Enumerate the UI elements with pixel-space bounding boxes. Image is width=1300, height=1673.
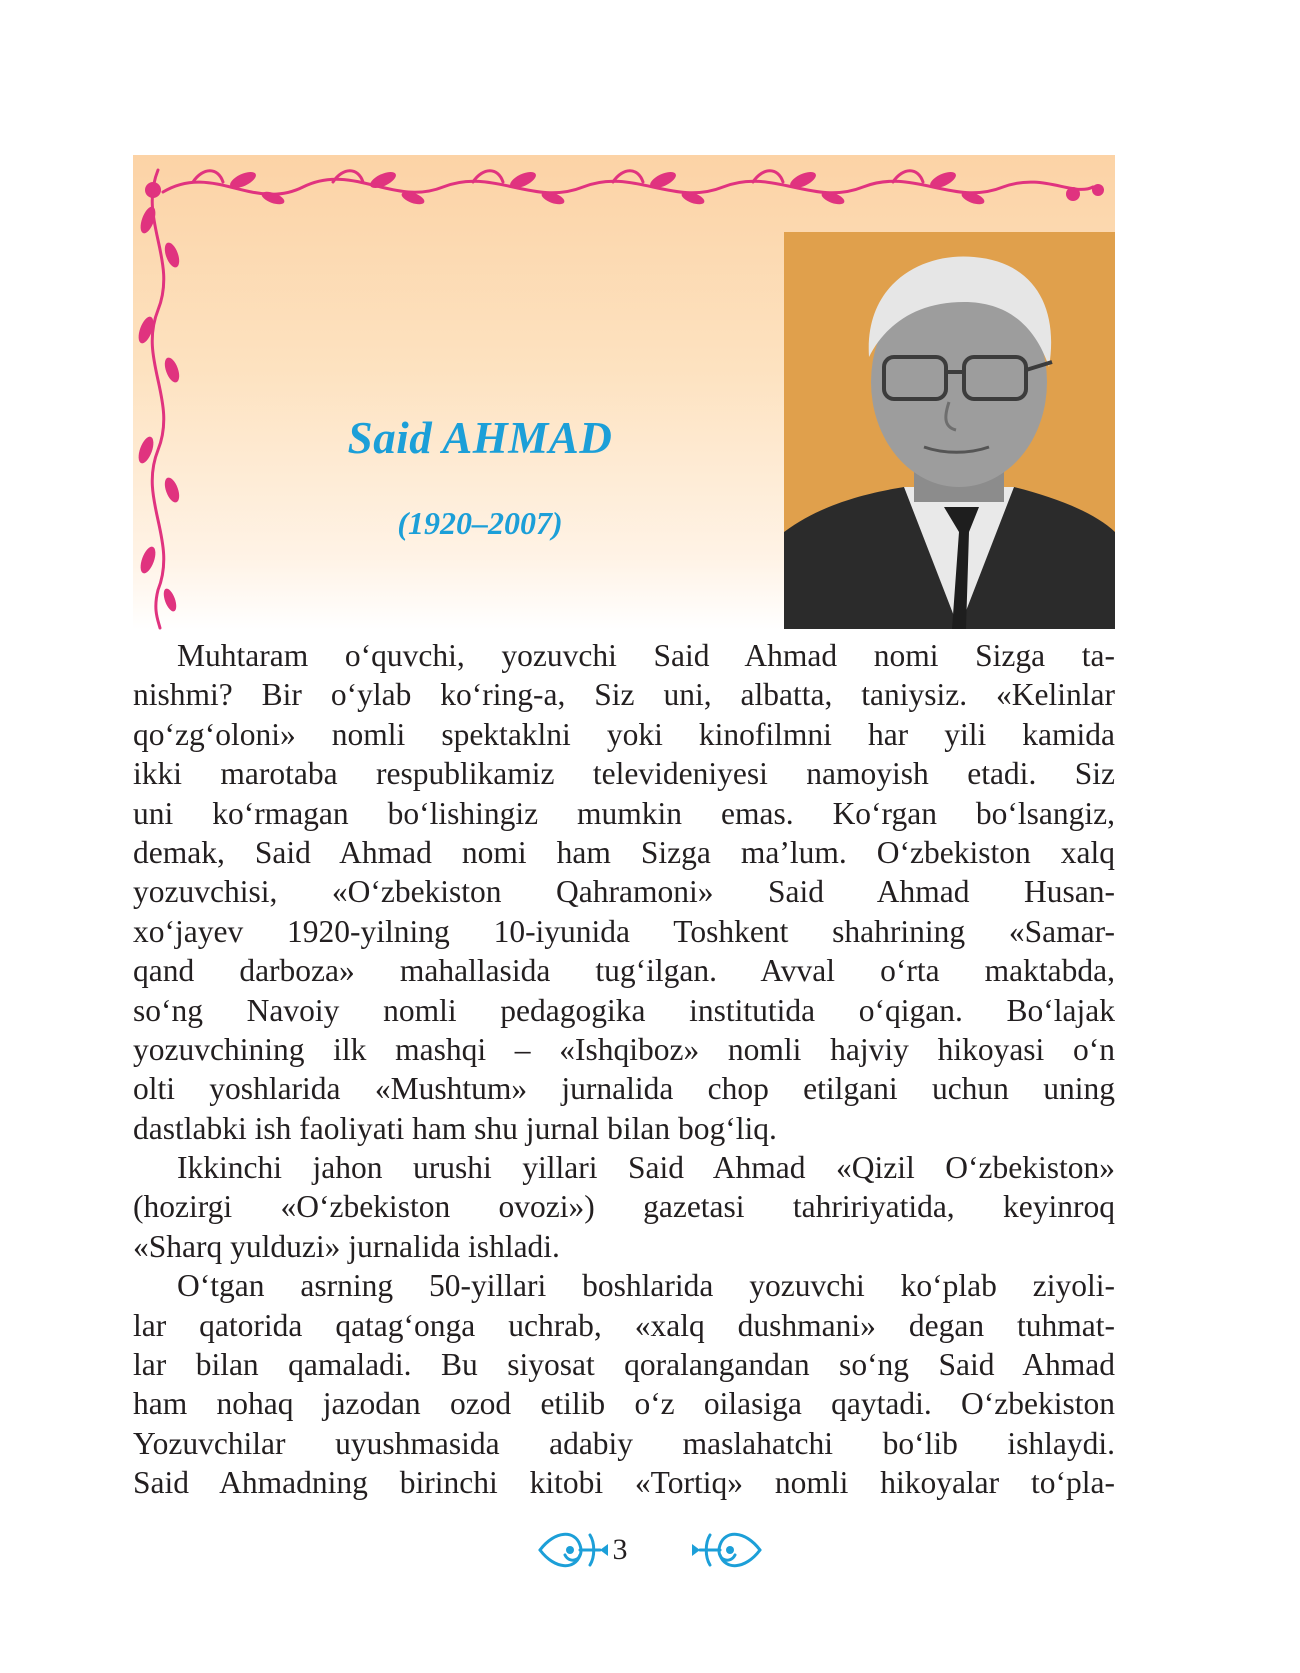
page-number: 3 — [612, 1533, 628, 1566]
text-line: «Sharq yulduzi» jurnalida ishladi. — [133, 1228, 560, 1264]
text-line: Yozuvchilar uyushmasida adabiy maslahatchi bo‘lib ishlaydi. — [133, 1425, 1115, 1461]
text-line: so‘ng Navoiy nomli pedagogika institutida o‘qigan. Bo‘lajak — [133, 992, 1115, 1028]
portrait-photo — [784, 232, 1115, 629]
text-line: (hozirgi «O‘zbekiston ovozi») gazetasi tahririyatida, keyinroq — [133, 1189, 1115, 1225]
text-line: Said Ahmadning birinchi kitobi «Tortiq» nomli hikoyalar to‘pla- — [133, 1465, 1115, 1501]
text-line: uni ko‘rmagan bo‘lishingiz mumkin emas. Ko‘rgan bo‘lsangiz, — [133, 795, 1115, 831]
text-line: xo‘jayev 1920-yilning 10-iyunida Toshkent shahrining «Samar- — [133, 913, 1115, 949]
text-line: lar qatorida qatag‘onga uchrab, «xalq dushmani» degan tuhmat- — [133, 1307, 1115, 1343]
text-line: dastlabki ish faoliyati ham shu jurnal bilan bog‘liq. — [133, 1110, 777, 1146]
text-line: olti yoshlarida «Mushtum» jurnalida chop etilgani uchun uning — [133, 1071, 1115, 1107]
text-line: ham nohaq jazodan ozod etilib o‘z oilasiga qaytadi. O‘zbekiston — [133, 1386, 1115, 1422]
biography-text — [133, 636, 1115, 1503]
author-portrait — [784, 232, 1115, 629]
text-line: O‘tgan asrning 50-yillari boshlarida yozuvchi ko‘plab ziyoli- — [177, 1268, 1115, 1304]
floral-border-left — [128, 160, 194, 630]
text-line: nishmi? Bir o‘ylab ko‘ring-a, Siz uni, albatta, taniysiz. «Kelinlar — [133, 677, 1115, 713]
paragraph-3 — [133, 1266, 1115, 1502]
paragraph-1 — [133, 636, 1115, 1148]
text-line: Muhtaram o‘quvchi, yozuvchi Said Ahmad nomi Sizga ta- — [177, 638, 1115, 673]
floral-border-top — [133, 152, 1115, 230]
paragraph-2 — [133, 1148, 1115, 1266]
text-line: qand darboza» mahallasida tug‘ilgan. Avval o‘rta maktabda, — [133, 953, 1115, 989]
text-line: Ikkinchi jahon urushi yillari Said Ahmad «Qizil O‘zbekiston» — [177, 1150, 1115, 1186]
text-line: yozuvchisi, «O‘zbekiston Qahramoni» Said Ahmad Husan- — [133, 874, 1115, 910]
text-line: lar bilan qamaladi. Bu siyosat qoralangandan so‘ng Said Ahmad — [133, 1347, 1115, 1383]
author-name-title: Said AHMAD — [347, 413, 613, 463]
footer-ornament — [530, 1515, 770, 1585]
text-line: demak, Said Ahmad nomi ham Sizga ma’lum. O‘zbekiston xalq — [133, 834, 1115, 870]
text-line: qo‘zg‘oloni» nomli spektaklni yoki kinofilmni har yili kamida — [133, 716, 1115, 752]
author-life-years: (1920–2007) — [397, 505, 563, 541]
text-line: yozuvchining ilk mashqi – «Ishqiboz» nomli hajviy hikoyasi o‘n — [133, 1031, 1115, 1067]
text-line: ikki marotaba respublikamiz televideniyesi namoyish etadi. Siz — [133, 756, 1115, 792]
